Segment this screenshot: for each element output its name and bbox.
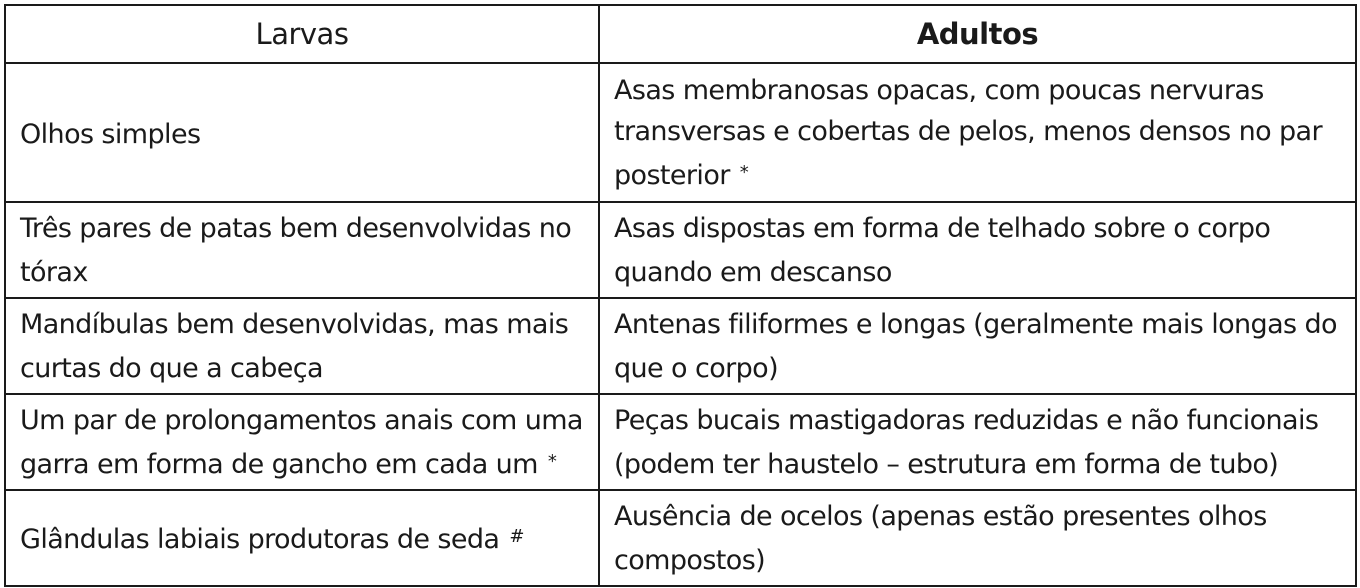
table-row xyxy=(5,394,1356,490)
cell-text: Um par de prolongamentos anais com uma garra em forma de gancho em cada um xyxy=(20,404,583,480)
cell-text: Peças bucais mastigadoras reduzidas e não funcionais (podem ter haustelo – estrutura em forma de tubo) xyxy=(614,404,1319,480)
header-adults: Adultos xyxy=(599,5,1356,63)
cell-text: Três pares de patas bem desenvolvidas no tórax xyxy=(20,212,572,288)
cell-adults xyxy=(599,63,1356,202)
cell-text: Mandíbulas bem desenvolvidas, mas mais curtas do que a cabeça xyxy=(20,308,569,384)
cell-larvae xyxy=(5,394,599,490)
cell-larvae xyxy=(5,63,599,202)
cell-text: Olhos simples xyxy=(20,118,201,150)
table-header-row xyxy=(5,5,1356,63)
cell-text: Ausência de ocelos (apenas estão presentes olhos compostos) xyxy=(614,500,1267,576)
cell-larvae xyxy=(5,202,599,298)
cell-adults xyxy=(599,298,1356,394)
footnote-mark: * xyxy=(547,450,557,472)
cell-adults xyxy=(599,394,1356,490)
footnote-mark: * xyxy=(739,161,749,183)
cell-larvae xyxy=(5,298,599,394)
table-row xyxy=(5,490,1356,586)
larvae-adults-comparison-table xyxy=(4,4,1357,587)
cell-larvae xyxy=(5,490,599,586)
cell-adults xyxy=(599,490,1356,586)
header-larvae: Larvas xyxy=(5,5,599,63)
cell-text: Asas membranosas opacas, com poucas nervuras transversas e cobertas de pelos, menos densos no par posterior xyxy=(614,74,1322,191)
table-row xyxy=(5,202,1356,298)
comparison-table-container xyxy=(4,4,1355,583)
table-row xyxy=(5,63,1356,202)
table-row xyxy=(5,298,1356,394)
cell-text: Asas dispostas em forma de telhado sobre o corpo quando em descanso xyxy=(614,212,1271,288)
cell-adults xyxy=(599,202,1356,298)
cell-text: Glândulas labiais produtoras de seda xyxy=(20,524,500,555)
cell-text: Antenas filiformes e longas (geralmente mais longas do que o corpo) xyxy=(614,308,1337,384)
footnote-mark: # xyxy=(509,526,524,547)
